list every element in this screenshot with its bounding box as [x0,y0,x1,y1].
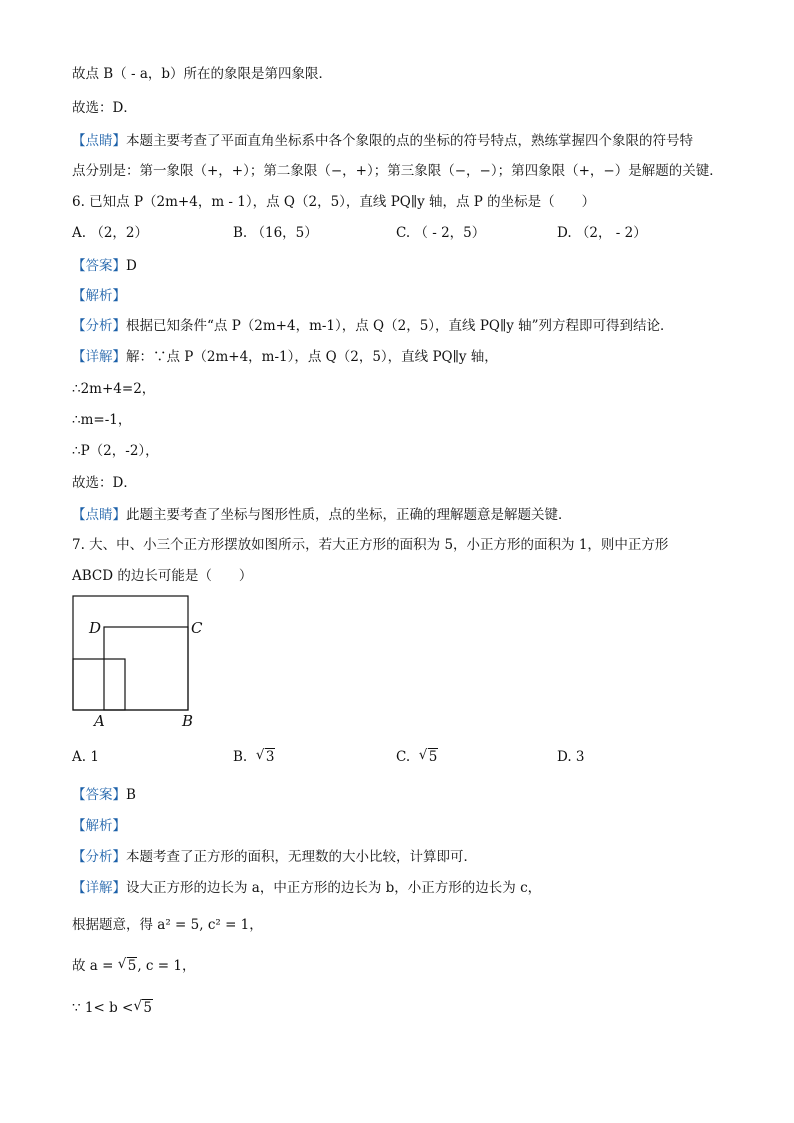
step-line: ∴P（2，-2）， [72,443,159,459]
sqrt-expression [118,956,138,976]
text-line: 点分别是：第一象限（+，+）；第二象限（−，+）；第三象限（−，−）；第四象限（+，−）是解题的关键． [72,163,723,179]
step-line: 故选：D． [72,475,137,491]
text-line: 故选：D． [72,100,137,116]
text-span: 根据已知条件“点 P（2m+4，m-1），点 Q（2，5），直线 PQ∥y 轴”列方程即可得到结论． [126,318,674,334]
radical-sign: √ [255,747,265,763]
analysis-heading [72,286,126,306]
radical-sign: √ [418,747,428,763]
step-line [72,998,153,1018]
text-span: 解：∵点 P（2m+4，m-1），点 Q（2，5），直线 PQ∥y 轴， [126,349,498,365]
text-span: 设大正方形的边长为 a，中正方形的边长为 b，小正方形的边长为 c， [126,880,542,896]
step-line: ∴m=-1， [72,412,132,428]
answer-value: B [126,787,136,803]
q7-option-c [396,747,438,767]
radical-sign: √ [117,956,127,972]
q6-option-b: B. （16，5） [233,225,318,241]
tag-answer: 【答案】 [72,258,126,274]
analysis-line [72,847,477,867]
answer-6 [72,256,137,276]
large-square [73,596,188,710]
analysis-heading [72,816,126,836]
text-span: 此题主要考查了坐标与图形性质，点的坐标，正确的理解题意是解题关键． [126,507,572,523]
detail-line [72,347,498,367]
tag-xiangjie: 【详解】 [72,349,126,365]
q6-option-c: C. （ - 2，5） [396,225,486,241]
text-span: 本题主要考查了平面直角坐标系中各个象限的点的坐标的符号特点，熟练掌握四个象限的符号特 [126,133,693,149]
tag-jiexi: 【解析】 [72,288,126,304]
answer-value: D [126,258,137,274]
tag-fenxi: 【分析】 [72,849,126,865]
text-span: 故 a = [72,958,118,974]
sqrt-expression [419,747,439,767]
text-span: ∵ 1< b < [72,1000,134,1016]
q6-option-d: D. （2， - 2） [557,225,647,241]
q7-option-a: A. 1 [72,749,99,765]
text-span: 本题考查了正方形的面积，无理数的大小比较，计算即可． [126,849,477,865]
analysis-line [72,316,674,336]
label-a: A [94,712,105,730]
detail-line [72,878,541,898]
tag-jiexi: 【解析】 [72,818,126,834]
q7-option-b [233,747,275,767]
medium-square [104,627,188,710]
radicand: 5 [428,749,438,765]
answer-7 [72,785,136,805]
label-b: B [182,712,194,730]
step-line: 根据题意，得 a² = 5, c² = 1， [72,917,263,933]
radical-sign: √ [133,998,142,1014]
question-7-cont: ABCD 的边长可能是（ ） [72,568,253,584]
comment-line [72,131,693,151]
option-prefix: B. [233,749,248,765]
radicand: 3 [265,749,275,765]
option-prefix: C. [396,749,411,765]
squares-figure [60,590,220,730]
small-square [73,659,125,710]
question-6: 6. 已知点 P（2m+4，m - 1），点 Q（2，5），直线 PQ∥y 轴，点 P 的坐标是（ ） [72,194,596,210]
step-line [72,956,195,976]
sqrt-expression [256,747,276,767]
q7-option-d: D. 3 [557,749,585,765]
step-line: ∴2m+4=2， [72,381,156,397]
radicand: 5 [143,1000,152,1016]
tag-xiangjie: 【详解】 [72,880,126,896]
question-7: 7. 大、中、小三个正方形摆放如图所示，若大正方形的面积为 5，小正方形的面积为 1，则中正方形 [72,537,669,553]
sqrt-expression [133,998,153,1018]
tag-fenxi: 【分析】 [72,318,126,334]
radicand: 5 [127,958,137,974]
tag-dianjing: 【点睛】 [72,507,126,523]
tag-answer: 【答案】 [72,787,126,803]
text-line: 故点 B（ - a，b）所在的象限是第四象限． [72,66,333,82]
label-d: D [89,619,102,637]
comment-line [72,505,572,525]
q6-option-a: A. （2，2） [72,225,149,241]
label-c: C [191,619,203,637]
text-span: , c = 1， [137,958,196,974]
tag-dianjing: 【点睛】 [72,133,126,149]
